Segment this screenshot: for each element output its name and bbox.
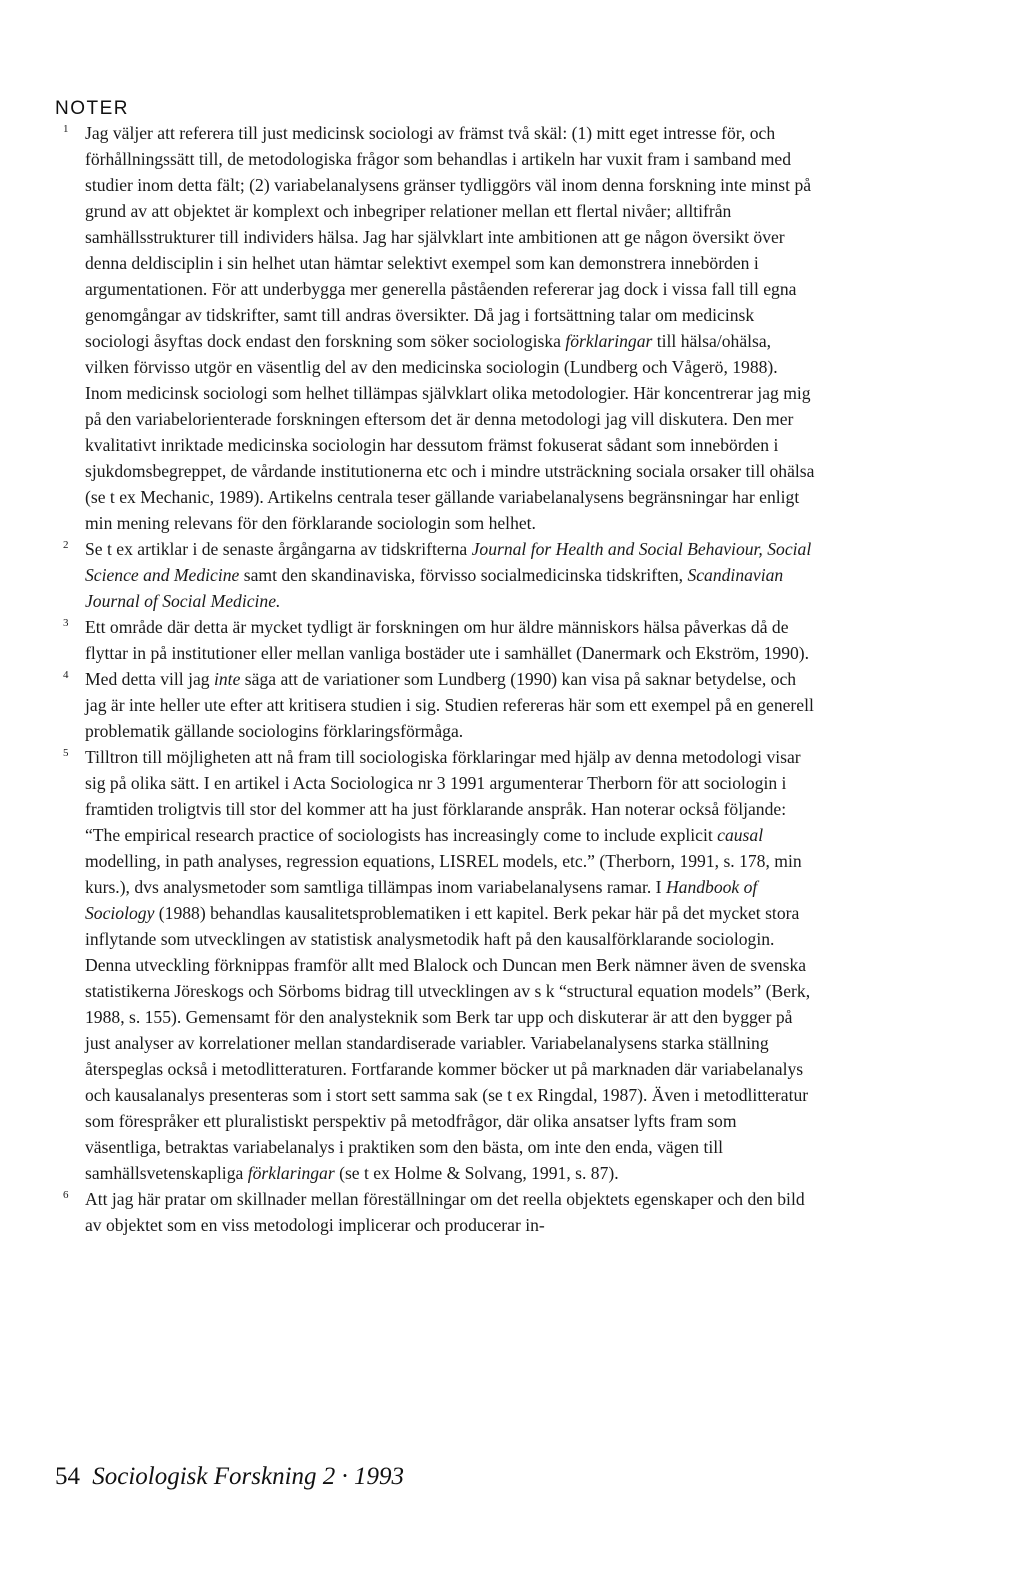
- footnote-text: Ett område där detta är mycket tydligt är forskningen om hur äldre människors hälsa påverkas då de flyttar in på institutioner eller mellan vanliga bostäder ute i samhället (Danermark och Ekström, 1990).: [85, 617, 810, 663]
- footnote: [55, 120, 815, 536]
- footnote-text: (se t ex Holme & Solvang, 1991, s. 87).: [334, 1163, 619, 1183]
- footnote: [55, 744, 815, 1186]
- footnote-text: Se t ex artiklar i de senaste årgångarna av tidskrifterna: [85, 539, 472, 559]
- footnote-italic-text: förklaringar: [247, 1163, 335, 1183]
- footnote-number: 3: [63, 617, 69, 629]
- footnote: [55, 614, 815, 666]
- footnote-text: Med detta vill jag: [85, 669, 214, 689]
- footnote-text: samt den skandinaviska, förvisso socialmedicinska tidskriften,: [239, 565, 688, 585]
- notes-heading: NOTER: [55, 98, 129, 119]
- footnote-italic-text: Scandinavian Journal of Social Medicine.: [85, 565, 784, 611]
- footnote-text: till hälsa/ohälsa, vilken förvisso utgör en väsentlig del av den medicinska sociologin (Lundberg och Vågerö, 1988). Inom medicinsk sociologi som helhet tillämpas självklart olika metodologier. Här koncentrerar jag mig på den variabelorienterade forskningen eftersom det är denna metodologi jag vill diskutera. Den mer kvalitativt inriktade medicinska sociologin har dessutom främst fokuserat sådant som innebörden i sjukdomsbegreppet, de vårdande institutionerna etc och i mindre utsträckning sociala orsaker till ohälsa (se t ex Mechanic, 1989). Artikelns centrala teser gällande variabelanalysens begränsningar har enligt min mening relevans för den förklarande sociologin som helhet.: [85, 331, 815, 533]
- footnote-text: Jag väljer att referera till just medicinsk sociologi av främst två skäl: (1) mitt eget intresse för, och förhållningssätt till, de metodologiska frågor som behandlas i artikeln har vuxit fram i samband med studier inom detta fält; (2) variabelanalysens gränser tydliggörs väl inom denna forskning inte minst på grund av att objektet är komplext och inbegriper relationer mellan ett flertal nivåer; alltifrån samhällsstrukturer till individers hälsa. Jag har självklart inte ambitionen att ge någon översikt över denna deldisciplin i sin helhet utan hämtar selektivt exempel som kan demonstrera innebörden i argumentationen. För att underbygga mer generella påståenden refererar jag dock i vissa fall till egna genomgångar av tidskrifter, samt till andras översikter. Då jag i fortsättning talar om medicinsk sociologi åsyftas dock endast den forskning som söker sociologiska: [85, 123, 812, 351]
- footnote: [55, 536, 815, 614]
- footnote-italic-text: causal: [717, 825, 764, 845]
- footnote-number: 2: [63, 539, 69, 551]
- footnote-italic-text: Handbook of Sociology: [85, 877, 758, 923]
- footnote-number: 6: [63, 1189, 69, 1201]
- page-number: 54: [55, 1463, 80, 1490]
- footnote-number: 4: [63, 669, 69, 681]
- footnote-text: modelling, in path analyses, regression equations, LISREL models, etc.” (Therborn, 1991, s. 178, min kurs.), dvs analysmetoder som samtliga tillämpas inom variabelanalysens ramar. I: [85, 851, 802, 897]
- journal-title: Sociologisk Forskning 2 · 1993: [92, 1463, 405, 1490]
- footnote-italic-text: förklaringar: [565, 331, 653, 351]
- footnote-number: 5: [63, 747, 69, 759]
- footnote-number: 1: [63, 123, 69, 135]
- footnote-text: (1988) behandlas kausalitetsproblematiken i ett kapitel. Berk pekar här på det mycket stora inflytande som utvecklingen av statistisk analysmetodik haft på den kausalförklarande sociologin. Denna utveckling förknippas framför allt med Blalock och Duncan men Berk nämner även de svenska statistikerna Jöreskogs och Sörboms bidrag till utvecklingen av s k “structural equation models” (Berk, 1988, s. 155). Gemensamt för den analysteknik som Berk tar upp och diskuterar är att den bygger på just analyser av korrelationer mellan standardiserade variabler. Variabelanalysens starka ställning återspeglas också i metodlitteraturen. Fortfarande kommer böcker ut på marknaden där variabelanalys och kausalanalys presenteras som i stort sett samma sak (se t ex Ringdal, 1987). Även i metodlitteratur som förespråker ett pluralistiskt perspektiv på metodfrågor, där olika ansatser lyfts fram som väsentliga, betraktas variabelanalys i praktiken som den bästa, om inte den enda, vägen till samhällsvetenskapliga: [85, 903, 811, 1183]
- page-footer: [55, 1463, 404, 1491]
- footnote-italic-text: Journal for Health and Social Behaviour, Social Science and Medicine: [85, 539, 812, 585]
- footnote: [55, 1186, 815, 1238]
- notes-list: [55, 120, 815, 1238]
- footnote-text: Att jag här pratar om skillnader mellan föreställningar om det reella objektets egenskaper och den bild av objektet som en viss metodologi implicerar och producerar in-: [85, 1189, 805, 1235]
- footnote-text: säga att de variationer som Lundberg (1990) kan visa på saknar betydelse, och jag är inte heller ute efter att kritisera studien i sig. Studien refereras här som ett exempel på en generell problematik gällande sociologins förklaringsförmåga.: [85, 669, 814, 741]
- footnote-text: Tilltron till möjligheten att nå fram till sociologiska förklaringar med hjälp av denna metodologi visar sig på olika sätt. I en artikel i Acta Sociologica nr 3 1991 argumenterar Therborn för att sociologin i framtiden troligtvis till stor del kommer att ha just förklarande anspråk. Han noterar också följande: “The empirical research practice of sociologists has increasingly come to include explicit: [85, 747, 801, 845]
- footnote: [55, 666, 815, 744]
- footnote-italic-text: inte: [214, 669, 241, 689]
